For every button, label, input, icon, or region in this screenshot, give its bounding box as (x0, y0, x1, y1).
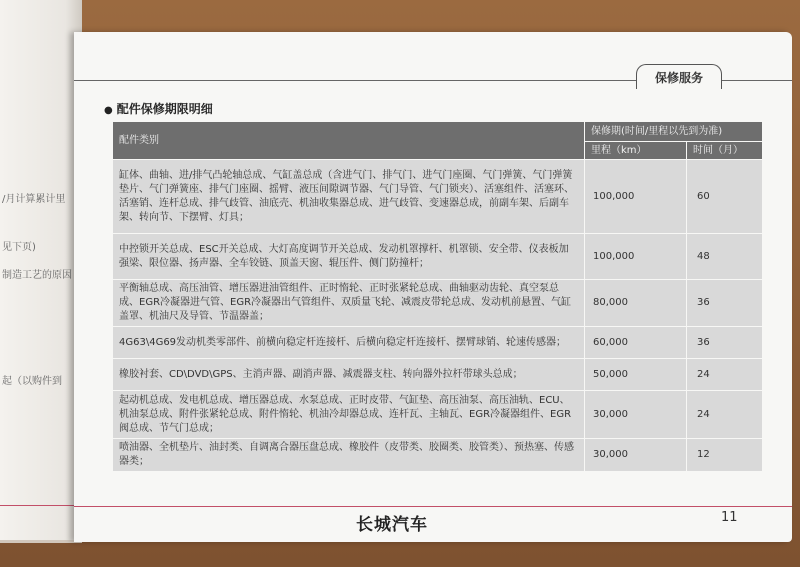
category-cell: 起动机总成、发电机总成、增压器总成、水泵总成、正时皮带、气缸垫、高压油泵、高压油轨、ECU、机油泵总成、附件张紧轮总成、附件惰轮、机油冷却器总成、连杆瓦、主轴瓦、EGR冷凝器组件、EGR阀总成、节气门总成； (113, 391, 585, 439)
left-page-fragment: 见下页) (2, 242, 36, 253)
mileage-cell: 30,000 (585, 439, 687, 472)
left-page-fragment: 起（以购件到 (2, 376, 62, 387)
header-period: 保修期(时间/里程以先到为准) (585, 122, 763, 142)
table-row (113, 280, 763, 327)
table-row (113, 359, 763, 391)
section-tab: 保修服务 (636, 64, 722, 89)
category-cell: 橡胶衬套、CD\DVD\GPS、主消声器、副消声器、减震器支柱、转向器外拉杆带球头总成； (113, 359, 585, 391)
table-row (113, 439, 763, 472)
manual-page (74, 32, 792, 542)
months-cell: 24 (687, 359, 763, 391)
mileage-cell: 30,000 (585, 391, 687, 439)
mileage-cell: 50,000 (585, 359, 687, 391)
brand-logo: 长城汽车 (356, 515, 428, 535)
table-row (113, 160, 763, 234)
section-title-text: 配件保修期限明细 (116, 102, 213, 116)
left-footer-line (0, 505, 80, 506)
category-cell: 中控锁开关总成、ESC开关总成、大灯高度调节开关总成、发动机罩撑杆、机罩锁、安全带、仪表板加强梁、限位器、扬声器、全车铰链、顶盖天窗、辊压件、侧门防撞杆； (113, 234, 585, 280)
bullet-icon: ● (104, 105, 113, 116)
header-mileage: 里程（km） (585, 142, 687, 160)
table-row (113, 391, 763, 439)
header-category: 配件类别 (113, 122, 585, 160)
section-title (104, 100, 213, 117)
warranty-table (112, 121, 763, 472)
months-cell: 36 (687, 327, 763, 359)
left-page-fragment: 制造工艺的原因 (2, 270, 72, 281)
page-number: 11 (721, 510, 738, 525)
mileage-cell: 100,000 (585, 160, 687, 234)
category-cell: 平衡轴总成、高压油管、增压器进油管组件、正时惰轮、正时张紧轮总成、曲轴驱动齿轮、真空泵总成、EGR冷凝器进气管、EGR冷凝器出气管组件、双质量飞轮、减震皮带轮总成、发动机前悬置、气缸盖罩、机油尺及导管、节温器盖； (113, 280, 585, 327)
mileage-cell: 60,000 (585, 327, 687, 359)
mileage-cell: 100,000 (585, 234, 687, 280)
months-cell: 36 (687, 280, 763, 327)
category-cell: 缸体、曲轴、进/排气凸轮轴总成、气缸盖总成（含进气门、排气门、进气门座圈、气门弹簧、气门弹簧垫片、气门弹簧座、排气门座圈、摇臂、液压间隙调节器、气门导管、气门锁夹）、活塞组件、活塞环、活塞销、连杆总成、排气歧管、油底壳、机油收集器总成、进气歧管、变速器总成，前副车架、后副车架、转向节、下摆臂、灯具； (113, 160, 585, 234)
footer-line (74, 506, 792, 507)
category-cell: 喷油器、全机垫片、油封类、自调离合器压盘总成、橡胶件（皮带类、胶圈类、胶管类）、预热塞、传感器类； (113, 439, 585, 472)
months-cell: 12 (687, 439, 763, 472)
months-cell: 24 (687, 391, 763, 439)
months-cell: 48 (687, 234, 763, 280)
table-row (113, 234, 763, 280)
mileage-cell: 80,000 (585, 280, 687, 327)
left-page-fragment: /月计算累计里 (2, 194, 66, 205)
table-row (113, 327, 763, 359)
months-cell: 60 (687, 160, 763, 234)
category-cell: 4G63\4G69发动机类零部件、前横向稳定杆连接杆、后横向稳定杆连接杆、摆臂球销、轮速传感器； (113, 327, 585, 359)
header-time: 时间（月） (687, 142, 763, 160)
left-page (0, 0, 82, 543)
